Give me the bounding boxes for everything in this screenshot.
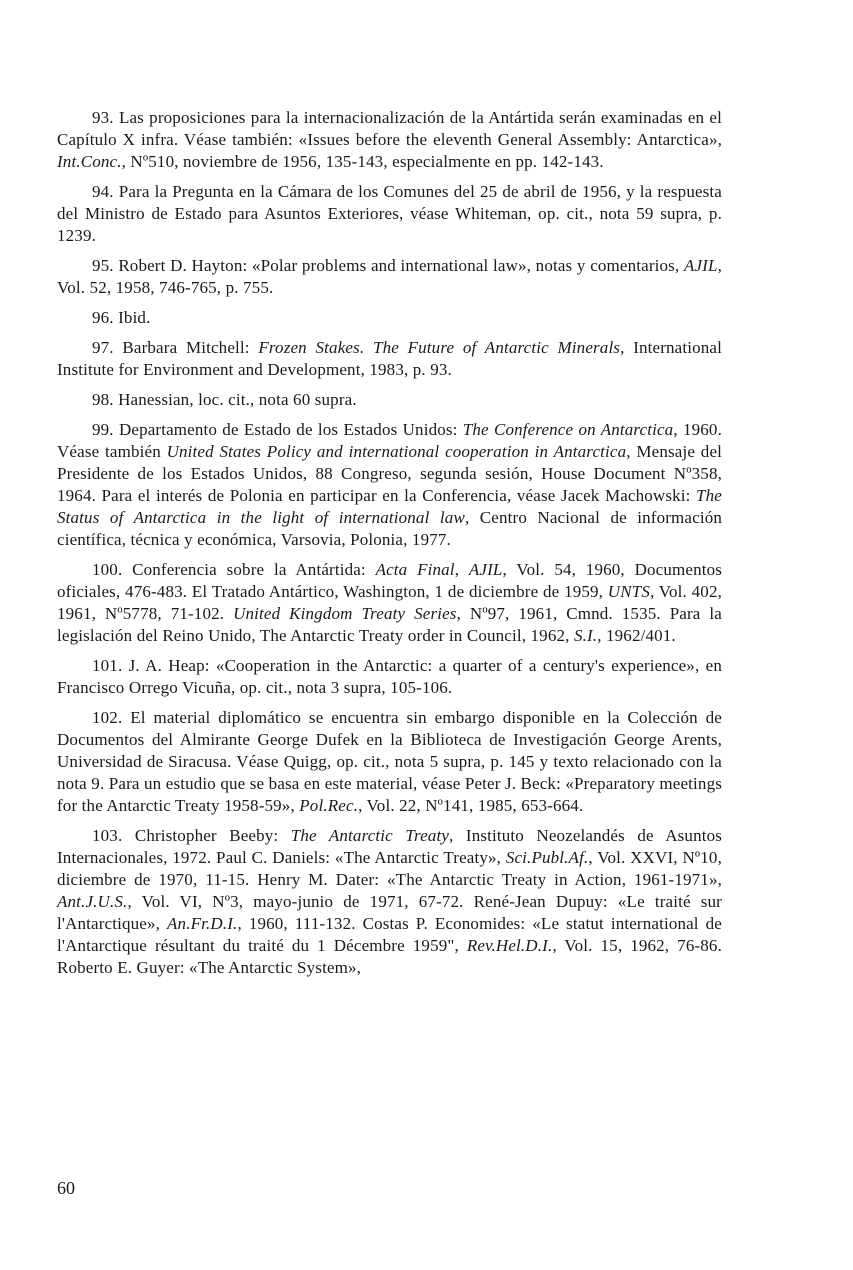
footnote-number: 98. (92, 390, 114, 409)
footnote (57, 655, 722, 699)
footnote (57, 559, 722, 647)
footnote-text: Christopher Beeby: (122, 826, 291, 845)
footnote-text: J. A. Heap: «Cooperation in the Antarctic: a quarter of a century's experience», en Francisco Orrego Vicuña, op. cit., nota 3 supra, 105-106. (57, 656, 722, 697)
footnote-title-italic: Frozen Stakes. The Future of Antarctic Minerals (258, 338, 621, 357)
footnote-title-italic: United Kingdom Treaty Series (233, 604, 457, 623)
footnote-text: Barbara Mitchell: (113, 338, 259, 357)
footnote-number: 101. (92, 656, 123, 675)
footnote-number: 96. (92, 308, 114, 327)
page-number: 60 (57, 1178, 75, 1198)
footnote-text: El material diplomático se encuentra sin embargo disponible en la Colección de Documentos del Almirante George Dufek en la Biblioteca de Investigación George Arents, Universidad de Siracusa. Véase Quigg, op. cit., nota 5 supra, p. 145 y texto relacionado con la nota 9. Para un estudio que se basa en este material, véase Peter J. Beck: «Preparatory meetings for the Antarctic Treaty 1958-59», (57, 708, 722, 815)
footnote-title-italic: The Antarctic Treaty (290, 826, 450, 845)
footnote-title-italic: Pol.Rec. (299, 796, 359, 815)
footnote-title-italic: Acta Final (375, 560, 455, 579)
footnote-text: Las proposiciones para la internacionalización de la Antártida serán examinadas en el Capítulo X infra. Véase también: «Issues before the eleventh General Assembly: Antarctica», (57, 108, 722, 149)
footnote-title-italic: Sci.Publ.Af. (505, 848, 589, 867)
footnote-text: , Centro Nacional de información científica, técnica y económica, Varsovia, Polonia, 1977. (57, 508, 722, 549)
footnote (57, 707, 722, 817)
footnote-text: , Vol. XXVI, Nº10, diciembre de 1970, 11-15. Henry M. Dater: «The Antarctic Treaty in Action, 1961-1971», (57, 848, 722, 889)
footnote-title-italic: AJIL (468, 560, 503, 579)
footnote-text: , Vol. 52, 1958, 746-765, p. 755. (57, 256, 722, 297)
footnote-text: Para la Pregunta en la Cámara de los Comunes del 25 de abril de 1956, y la respuesta del Ministro de Estado para Asuntos Exteriores, véase Whiteman, op. cit., nota 59 supra, p. 1239. (57, 182, 722, 245)
footnote-title-italic: UNTS (607, 582, 650, 601)
footnote-number: 94. (92, 182, 114, 201)
footnote (57, 337, 722, 381)
footnote-number: 99. (92, 420, 114, 439)
footnote (57, 107, 722, 173)
footnote-text: , Mensaje del Presidente de los Estados Unidos, 88 Congreso, segunda sesión, House Document Nº358, 1964. Para el interés de Polonia en participar en la Conferencia, véase Jacek Machowski: (57, 442, 723, 505)
footnote-text: , Nº510, noviembre de 1956, 135-143, especialmente en pp. 142-143. (121, 152, 604, 171)
footnote-text: , 1960. Véase también (57, 420, 722, 461)
footnote-title-italic: United States Policy and international cooperation in Antarctica (166, 442, 627, 461)
footnote (57, 825, 722, 979)
footnote-number: 93. (92, 108, 114, 127)
footnote-text: , Instituto Neozelandés de Asuntos Internacionales, 1972. Paul C. Daniels: «The Antarctic Treaty», (57, 826, 723, 867)
footnote-text: Departamento de Estado de los Estados Unidos: (113, 420, 463, 439)
footnote (57, 255, 722, 299)
footnote-title-italic: The Status of Antarctica in the light of international law (57, 486, 722, 527)
footnote-text: , (454, 560, 469, 579)
footnote-text: , Vol. 15, 1962, 76-86. Roberto E. Guyer: «The Antarctic System», (57, 936, 722, 977)
footnote-text: , Vol. VI, Nº3, mayo-junio de 1971, 67-72. René-Jean Dupuy: «Le traité sur l'Antarctique», (57, 892, 722, 933)
footnote (57, 181, 722, 247)
footnote-text: Hanessian, loc. cit., nota 60 supra. (113, 390, 357, 409)
footnote-number: 102. (92, 708, 123, 727)
footnote-title-italic: An.Fr.D.I. (167, 914, 238, 933)
footnote (57, 389, 722, 411)
footnote-text: Conferencia sobre la Antártida: (122, 560, 376, 579)
footnote-title-italic: Int.Conc. (57, 152, 122, 171)
footnote-text: , Vol. 22, Nº141, 1985, 653-664. (358, 796, 584, 815)
footnote-text: , International Institute for Environment and Development, 1983, p. 93. (57, 338, 722, 379)
footnote-text: , 1960, 111-132. Costas P. Economides: «Le statut international de l'Antarctique résultant du traité du 1 Décembre 1959", (57, 914, 722, 955)
footnote-number: 97. (92, 338, 114, 357)
footnote-text: Ibid. (113, 308, 151, 327)
footnote-title-italic: Rev.Hel.D.I. (466, 936, 553, 955)
footnote-title-italic: The Conference on Antarctica (462, 420, 674, 439)
footnotes-list (57, 107, 722, 987)
footnote-number: 103. (92, 826, 123, 845)
footnote-title-italic: Ant.J.U.S. (57, 892, 128, 911)
footnote-text: , Nº97, 1961, Cmnd. 1535. Para la legislación del Reino Unido, The Antarctic Treaty order in Council, 1962, (57, 604, 722, 645)
footnote-text: , Vol. 54, 1960, Documentos oficiales, 476-483. El Tratado Antártico, Washington, 1 de diciembre de 1959, (57, 560, 723, 601)
footnote-number: 100. (92, 560, 123, 579)
footnote-title-italic: AJIL (683, 256, 718, 275)
footnote-number: 95. (92, 256, 114, 275)
footnote-title-italic: S.I. (573, 626, 598, 645)
footnote-text: Robert D. Hayton: «Polar problems and international law», notas y comentarios, (113, 256, 684, 275)
footnote-text: , Vol. 402, 1961, Nº5778, 71-102. (57, 582, 723, 623)
footnote-text: , 1962/401. (597, 626, 676, 645)
footnote (57, 419, 722, 551)
footnote (57, 307, 722, 329)
